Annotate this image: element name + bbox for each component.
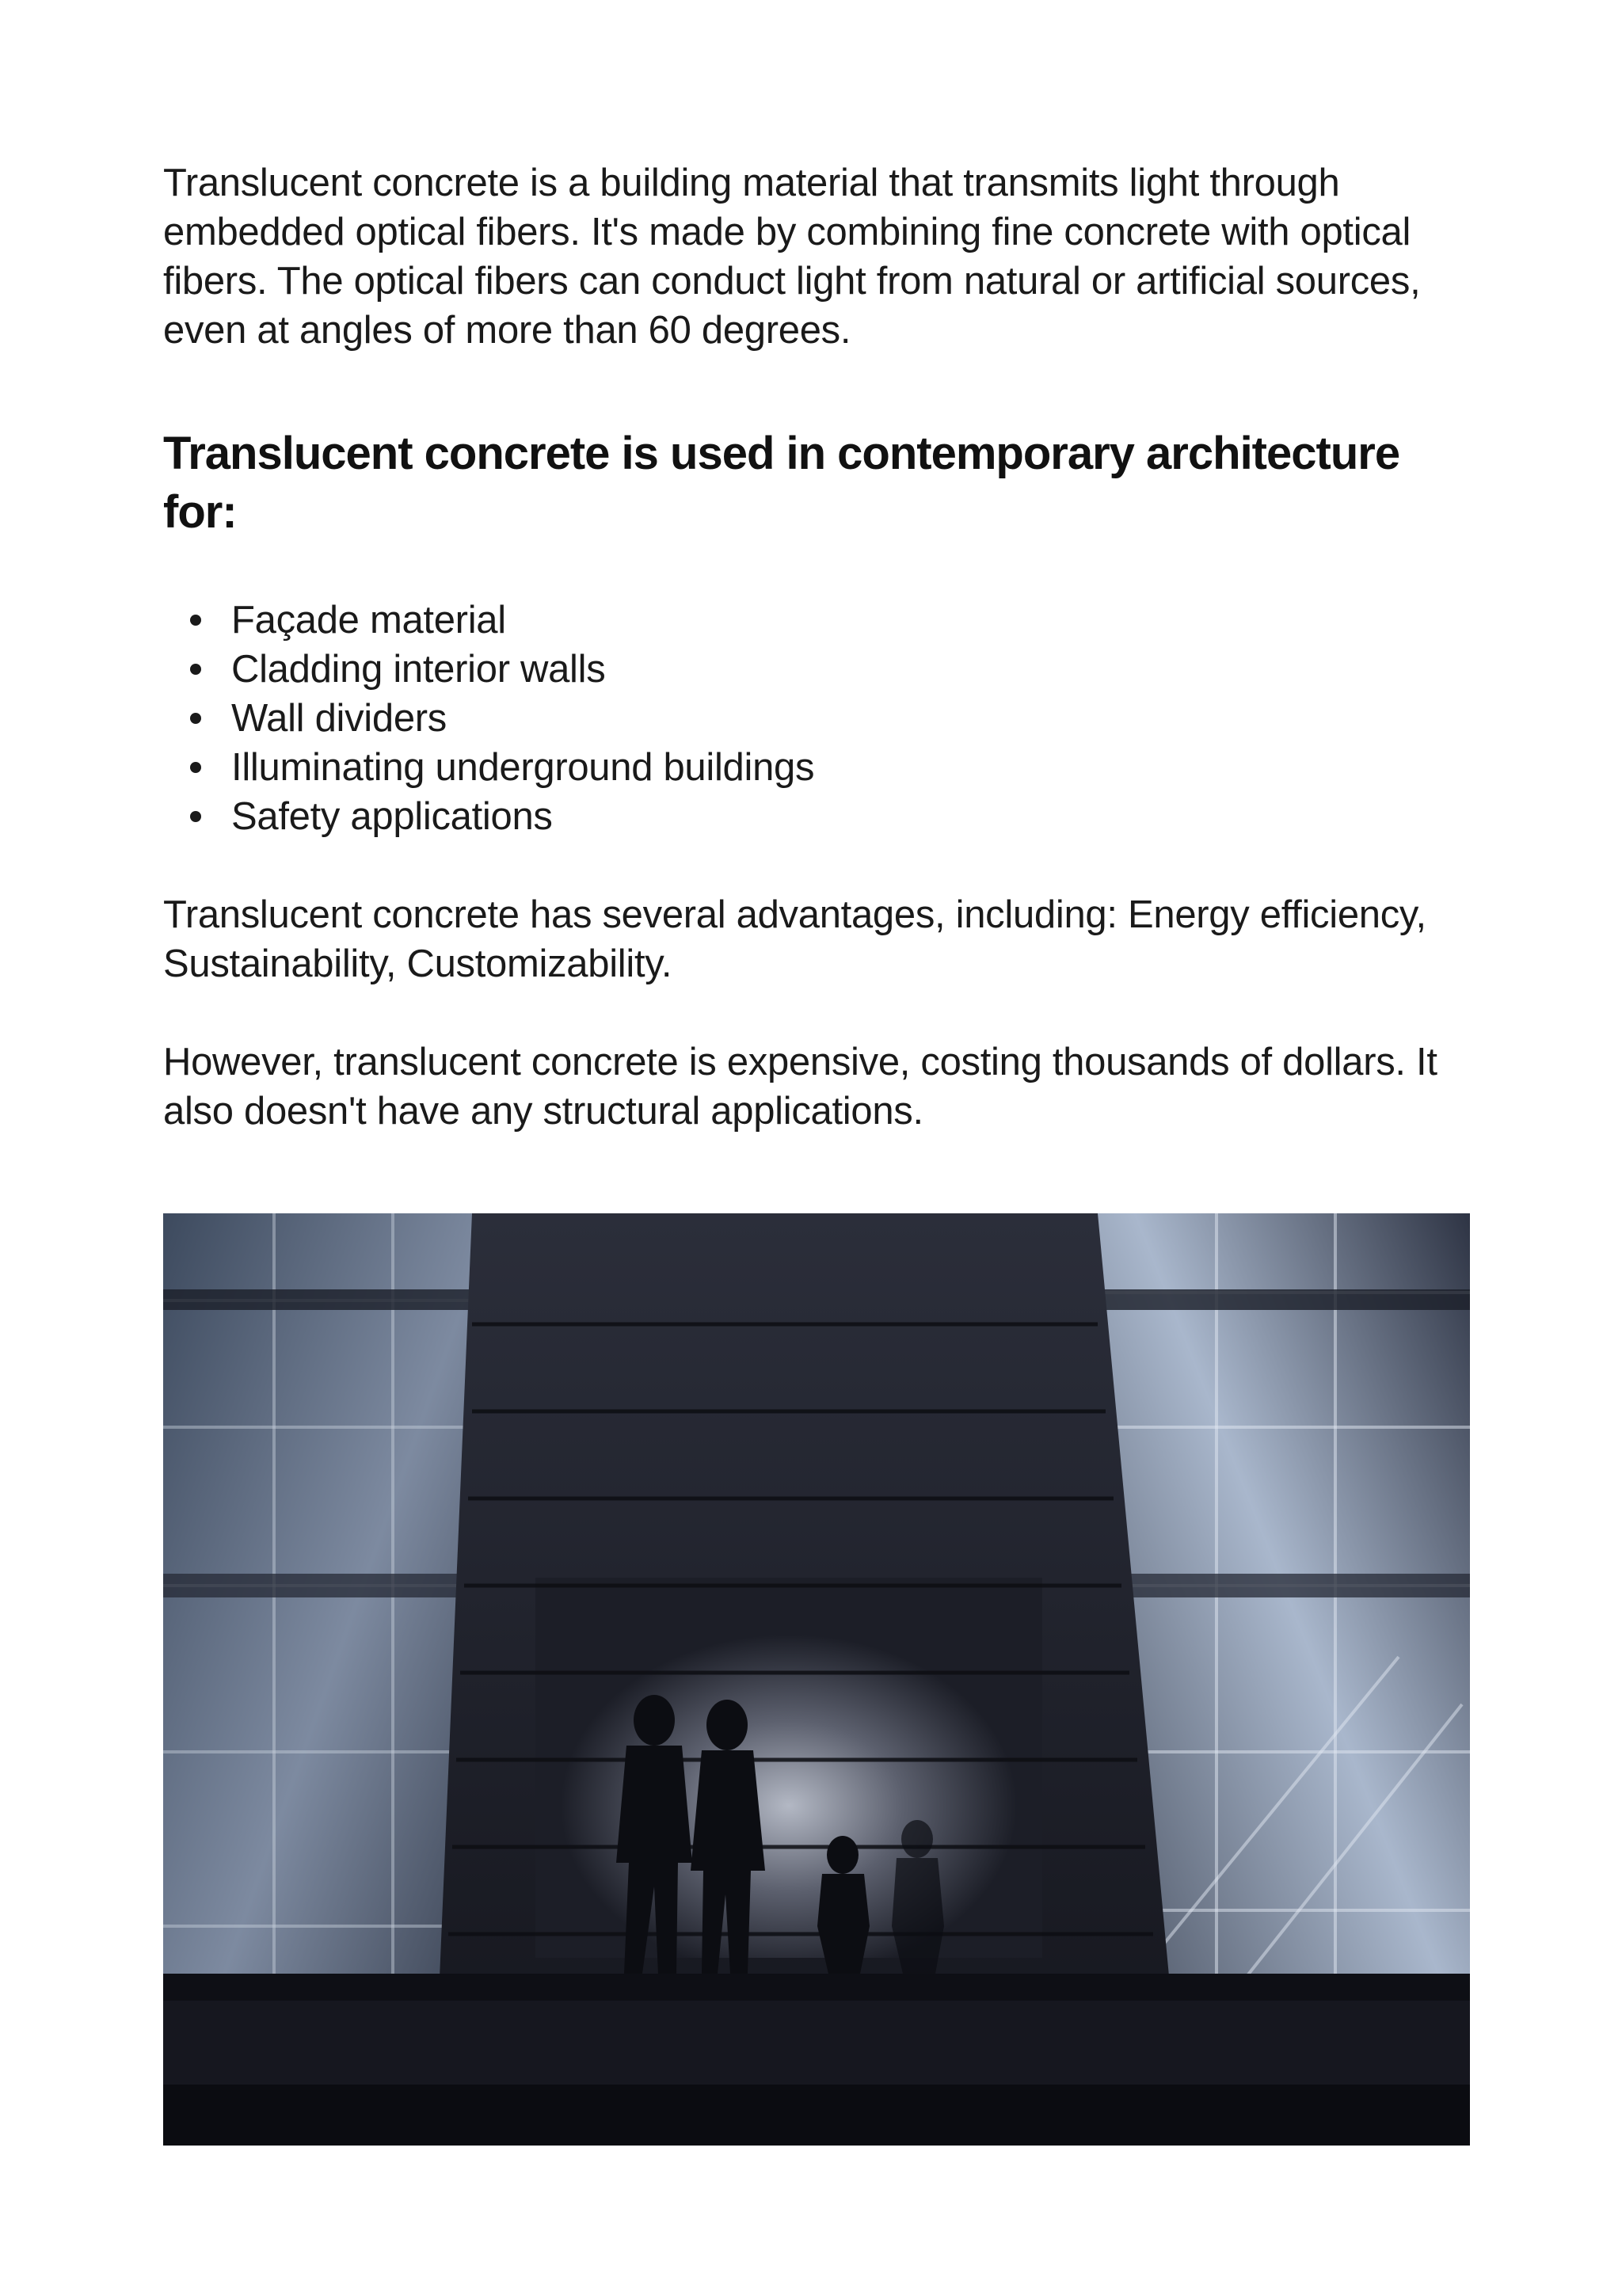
bullet-icon [190,664,201,675]
list-item [231,792,1470,841]
list-item-text: Safety applications [231,795,553,838]
intro-paragraph: Translucent concrete is a building material that transmits light through embedded optical fibers. It's made by combining fine concrete with optical fibers. The optical fibers can conduct light from natural or artificial sources, even at angles of more than 60 degrees. [163,162,1421,352]
list-item-text: Illuminating underground buildings [231,746,815,789]
bullet-icon [190,811,201,822]
list-item [231,645,1470,694]
list-item [231,743,1470,792]
document-body [163,158,1470,1136]
list-item-text: Façade material [231,599,506,642]
list-item [231,596,1470,645]
translucent-concrete-photo [163,1213,1470,2146]
list-item [231,694,1470,743]
list-item-text: Wall dividers [231,697,447,740]
drawbacks-paragraph: However, translucent concrete is expensive, costing thousands of dollars. It also doesn't have any structural applications. [163,1041,1437,1133]
list-item-text: Cladding interior walls [231,648,606,691]
bullet-icon [190,713,201,724]
bullet-icon [190,762,201,773]
uses-heading: Translucent concrete is used in contemporary architecture for: [163,428,1400,538]
uses-list [163,596,1470,841]
advantages-paragraph: Translucent concrete has several advantages, including: Energy efficiency, Sustainability, Customizability. [163,893,1426,985]
photo-illustration [163,1213,1470,2146]
bullet-icon [190,615,201,626]
